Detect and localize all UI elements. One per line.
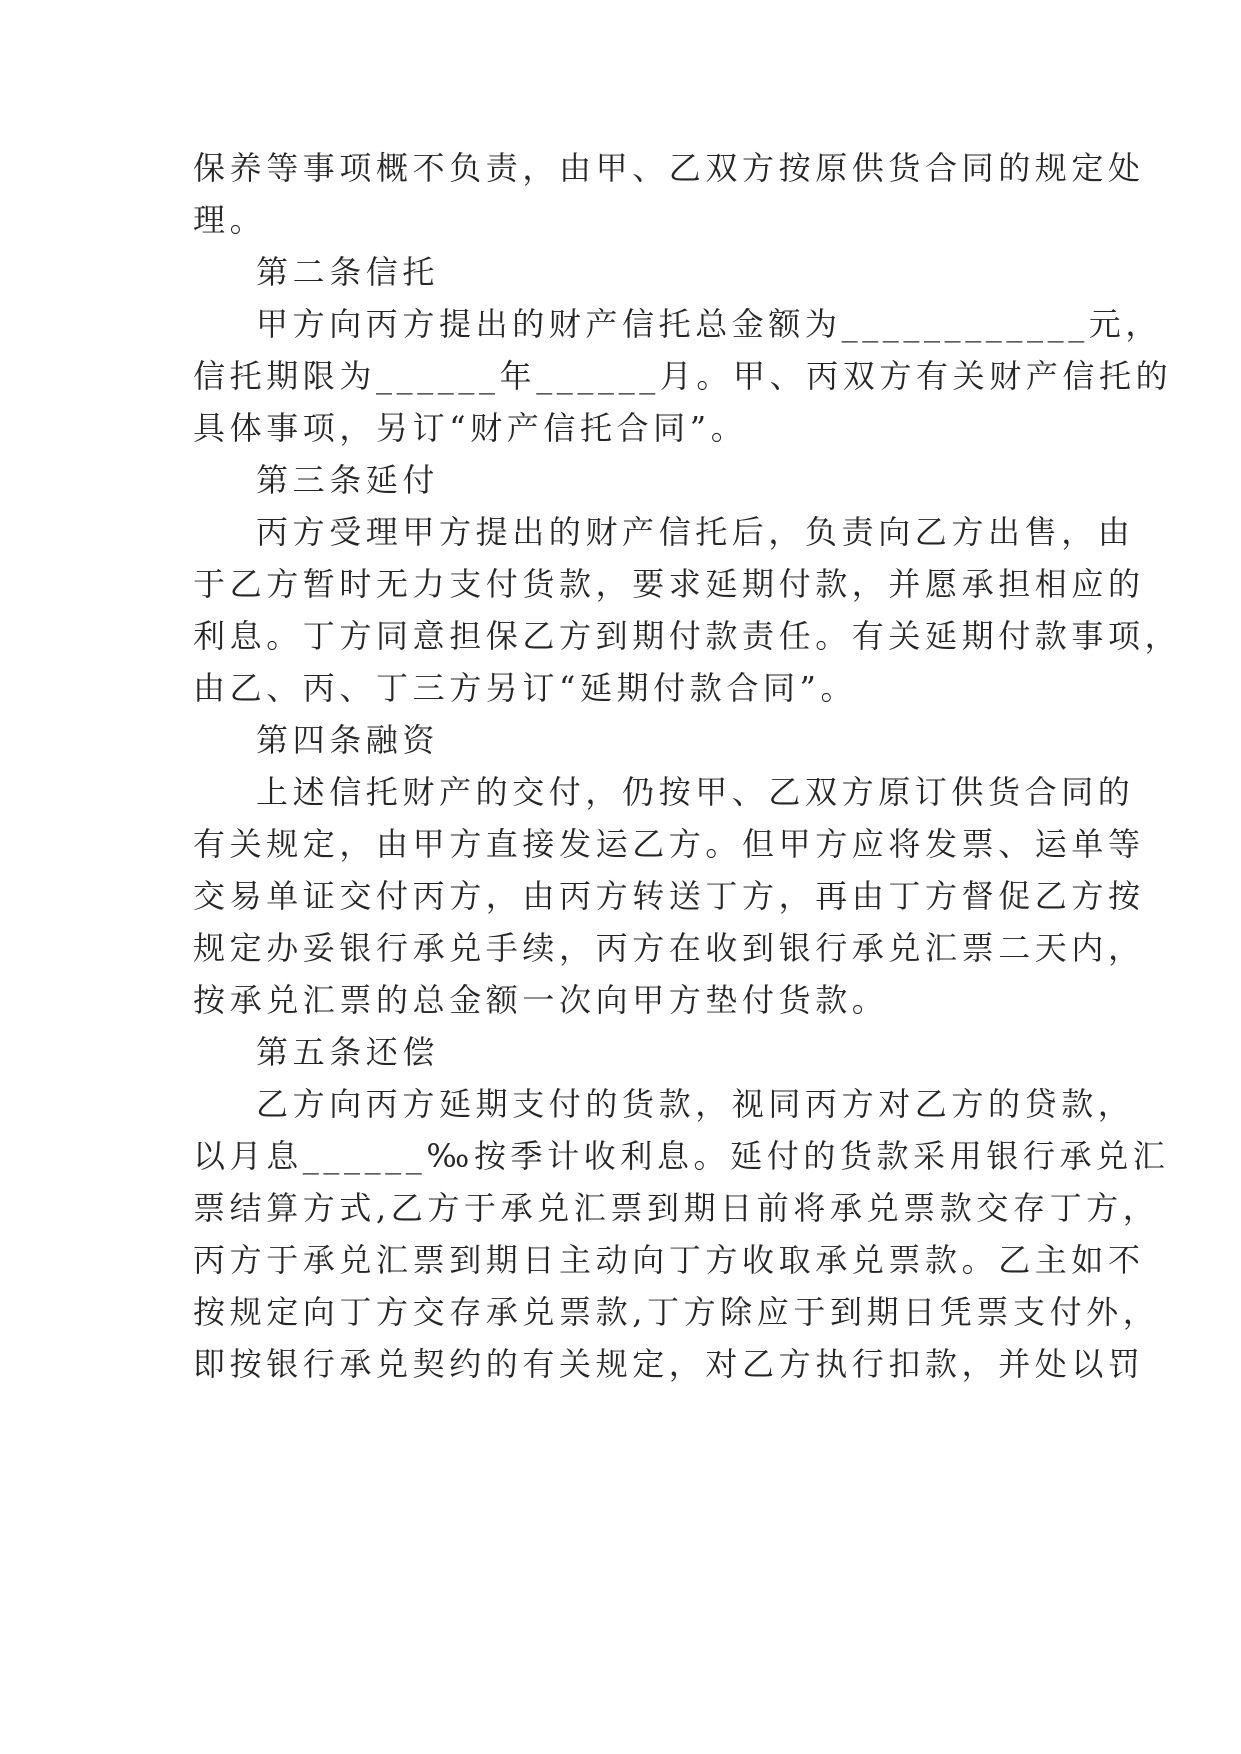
paragraph-line: 甲方向丙方提出的财产信托总金额为____________元， — [256, 305, 1163, 343]
paragraph-line: 规定办妥银行承兑手续，丙方在收到银行承兑汇票二天内， — [193, 929, 1145, 967]
paragraph-line: 乙方向丙方延期支付的货款，视同丙方对乙方的贷款， — [256, 1085, 1135, 1123]
article-heading: 第三条延付 — [256, 461, 440, 499]
article-heading: 第四条融资 — [256, 721, 440, 759]
paragraph-line: 交易单证交付丙方，由丙方转送丁方，再由丁方督促乙方按 — [193, 877, 1145, 915]
paragraph-line: 理。 — [193, 201, 267, 239]
paragraph-line: 按承兑汇票的总金额一次向甲方垫付货款。 — [193, 981, 889, 1019]
paragraph-line: 即按银行承兑契约的有关规定，对乙方执行扣款，并处以罚 — [193, 1345, 1145, 1383]
paragraph-line: 以月息______‰按季计收利息。延付的货款采用银行承兑汇 — [193, 1137, 1170, 1175]
paragraph-line: 信托期限为______年______月。甲、丙双方有关财产信托的 — [193, 357, 1173, 395]
paragraph-line: 有关规定，由甲方直接发运乙方。但甲方应将发票、运单等 — [193, 825, 1145, 863]
paragraph-line: 保养等事项概不负责，由甲、乙双方按原供货合同的规定处 — [193, 149, 1145, 187]
paragraph-line: 丙方受理甲方提出的财产信托后，负责向乙方出售，由 — [256, 513, 1135, 551]
paragraph-line: 上述信托财产的交付，仍按甲、乙双方原订供货合同的 — [256, 773, 1135, 811]
paragraph-line: 按规定向丁方交存承兑票款,丁方除应于到期日凭票支付外， — [193, 1293, 1160, 1331]
paragraph-line: 具体事项，另订“财产信托合同”。 — [193, 409, 748, 447]
paragraph-line: 丙方于承兑汇票到期日主动向丁方收取承兑票款。乙主如不 — [193, 1241, 1145, 1279]
article-heading: 第二条信托 — [256, 253, 440, 291]
paragraph-line: 于乙方暂时无力支付货款，要求延期付款，并愿承担相应的 — [193, 565, 1145, 603]
paragraph-line: 票结算方式,乙方于承兑汇票到期日前将承兑票款交存丁方， — [193, 1189, 1160, 1227]
article-heading: 第五条还偿 — [256, 1033, 440, 1071]
paragraph-line: 由乙、丙、丁三方另订“延期付款合同”。 — [193, 669, 858, 707]
paragraph-line: 利息。丁方同意担保乙方到期付款责任。有关延期付款事项， — [193, 617, 1182, 655]
